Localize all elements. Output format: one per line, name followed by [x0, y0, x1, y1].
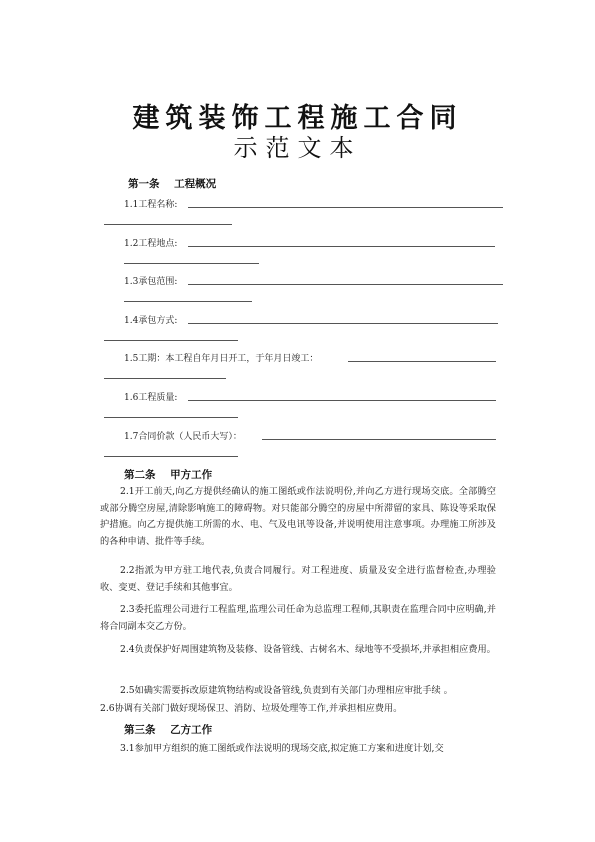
fill-line[interactable] [104, 224, 232, 225]
field-construction-period [124, 351, 318, 364]
field-project-quality [124, 390, 177, 403]
field-contract-method [124, 313, 177, 326]
fill-line[interactable] [124, 263, 259, 264]
field-label: 1.3承包范围: [124, 277, 178, 287]
fill-line[interactable] [262, 439, 496, 440]
clause-text: 2.2指派为甲方驻工地代表,负责合同履行。对工程进度、质量及安全进行监督检查,办理验收、变更、登记手续和其他事宜。 [100, 565, 496, 593]
fill-line[interactable] [348, 361, 496, 362]
fill-line[interactable] [104, 456, 238, 457]
document-title: 建筑装饰工程施工合同 [132, 103, 463, 134]
clause-3-1 [100, 741, 496, 758]
field-label: 1.5工期：本工程自年月日开工，于年月日竣工： [124, 354, 319, 364]
clause-2-6 [100, 701, 496, 718]
fill-line[interactable] [188, 400, 496, 401]
clause-text: 3.1参加甲方组织的施工图纸或作法说明的现场交底,拟定施工方案和进度计划,交 [120, 743, 444, 754]
fill-line[interactable] [124, 301, 252, 302]
field-label: 1.4承包方式: [124, 316, 178, 326]
fill-line[interactable] [104, 417, 238, 418]
article1-heading: 第一条 工程概况 [128, 178, 217, 190]
field-label: 1.7合同价款（人民币大写）： [124, 432, 242, 442]
fill-line[interactable] [188, 284, 503, 285]
document-subtitle: 示范文本 [233, 134, 362, 162]
clause-2-5 [100, 683, 496, 700]
field-project-location [124, 236, 177, 249]
clause-text: 2.3委托监理公司进行工程监理,监理公司任命为总监理工程师,其职责在监理合同中应明确,并将合同副本交乙方份。 [100, 604, 496, 632]
article2-heading: 第二条 甲方工作 [124, 469, 213, 481]
fill-line[interactable] [104, 378, 226, 379]
field-contract-price [124, 429, 242, 442]
fill-line[interactable] [188, 246, 495, 247]
clause-text: 2.6协调有关部门做好现场保卫、消防、垃圾处理等工作,并承担相应费用。 [100, 703, 403, 714]
field-label: 1.1工程名称: [124, 200, 178, 210]
clause-text: 2.1开工前天,向乙方提供经确认的施工图纸或作法说明份,并向乙方进行现场交底。全部腾空或部分腾空房屋,清除影响施工的障碍物。对只能部分腾空的房屋中所滞留的家具、陈设等采取保护措施。向乙方提供施工所需的水、电、气及电讯等设备,并说明使用注意事项。办理施工所涉及的各种申请、批件等手续。 [100, 486, 496, 547]
clause-text: 2.4负责保护好周围建筑物及装修、设备管线、古树名木、绿地等不受损坏,并承担相应费用。 [120, 644, 496, 655]
clause-2-1 [100, 484, 496, 550]
clause-2-3 [100, 602, 496, 635]
field-project-name [124, 197, 177, 210]
fill-line[interactable] [188, 323, 498, 324]
article3-heading: 第三条 乙方工作 [124, 724, 213, 736]
clause-2-4 [100, 642, 496, 659]
field-label: 1.6工程质量: [124, 393, 178, 403]
fill-line[interactable] [188, 207, 503, 208]
field-contract-scope [124, 274, 177, 287]
clause-text: 2.5如确实需要拆改原建筑物结构或设备管线,负责到有关部门办理相应审批手续 。 [120, 685, 453, 696]
clause-2-2 [100, 563, 496, 596]
fill-line[interactable] [104, 340, 238, 341]
field-label: 1.2工程地点: [124, 239, 178, 249]
